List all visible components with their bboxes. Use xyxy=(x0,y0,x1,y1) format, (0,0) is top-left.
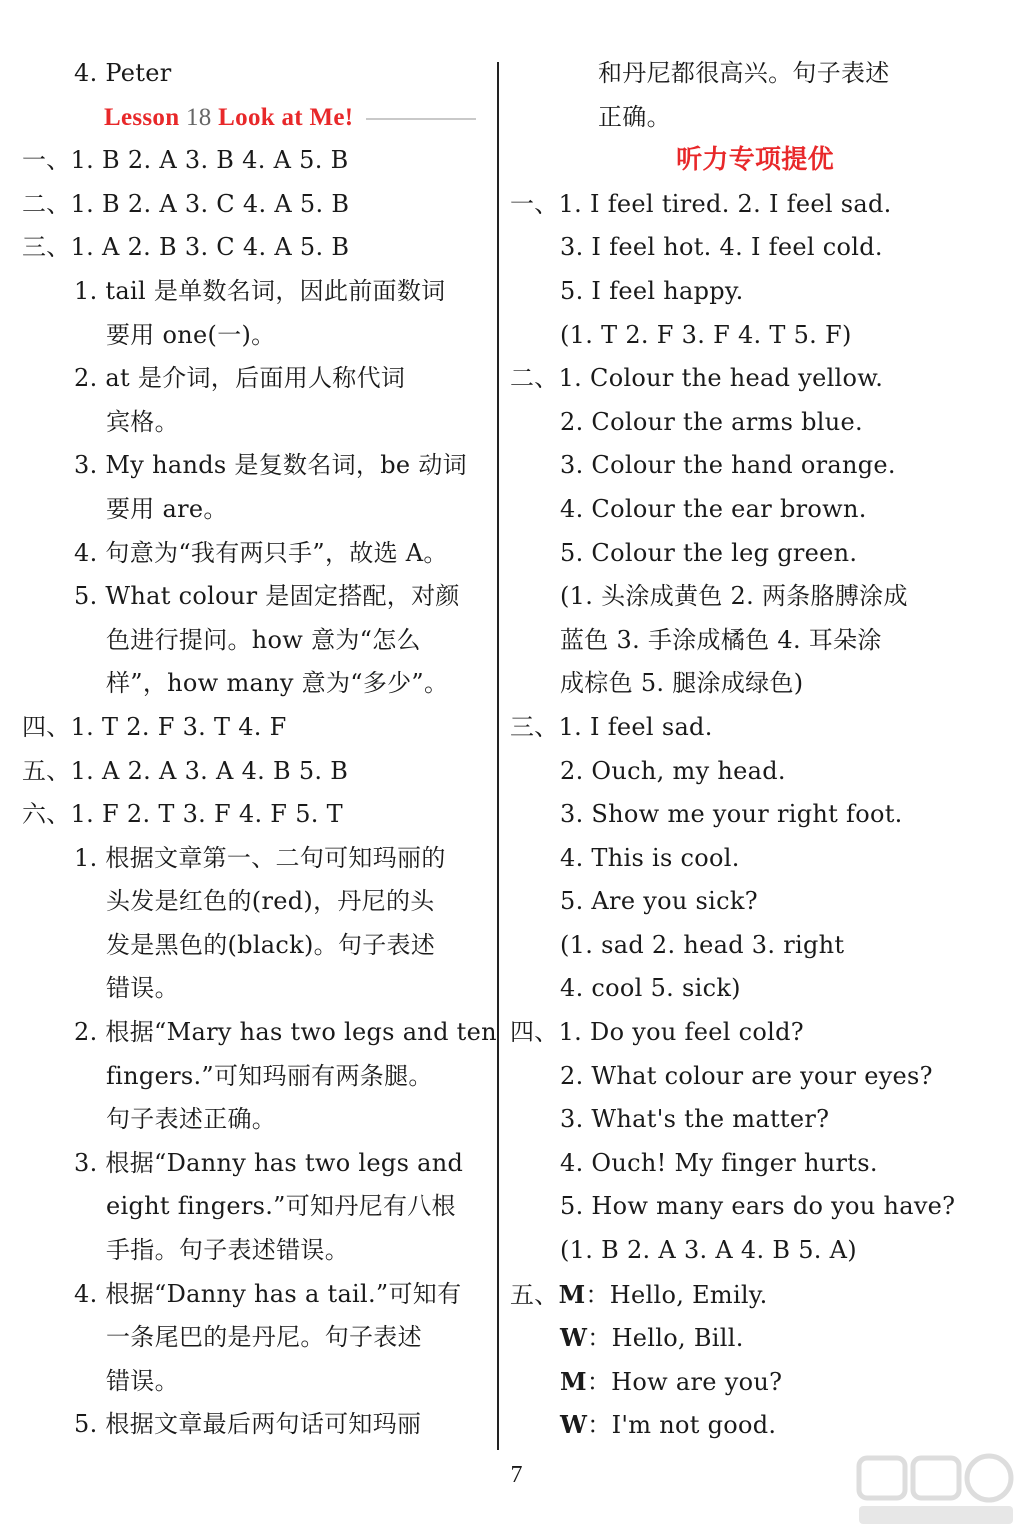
explanation-line: 4. 根据“Danny has a tail.”可知有 xyxy=(74,1279,462,1308)
dialogue-text: ：Hello, Emily. xyxy=(585,1280,768,1309)
answer-line: 5. I feel happy. xyxy=(560,276,744,305)
explanation-line: 要用 are。 xyxy=(106,494,228,523)
speaker-label: M xyxy=(558,1279,586,1309)
answer-line: 5. Colour the leg green. xyxy=(560,538,858,567)
explanation-line: 样”，how many 意为“多少”。 xyxy=(106,669,449,698)
answer-line: 5. How many ears do you have? xyxy=(560,1192,956,1221)
explanation-line: 3. My hands 是复数名词，be 动词 xyxy=(74,451,467,480)
answer-line: 二、1. Colour the head yellow. xyxy=(510,364,884,393)
answer-line: (1. B 2. A 3. A 4. B 5. A) xyxy=(560,1236,857,1265)
explanation-line: 宾格。 xyxy=(106,407,179,436)
answer-line: 4. This is cool. xyxy=(560,843,740,872)
explanation-line: 2. 根据“Mary has two legs and ten xyxy=(74,1018,497,1047)
explanation-line: 错误。 xyxy=(106,974,179,1003)
explanation-line: 头发是红色的(red)，丹尼的头 xyxy=(106,887,435,916)
explanation-line: 5. What colour 是固定搭配，对颜 xyxy=(74,582,460,611)
explanation-line: 色进行提问。how 意为“怎么 xyxy=(106,625,421,654)
answer-line: 3. Colour the hand orange. xyxy=(560,451,896,480)
explanation-line: 错误。 xyxy=(106,1366,179,1395)
explanation-line: 正确。 xyxy=(598,102,671,131)
explanation-line: 一条尾巴的是丹尼。句子表述 xyxy=(106,1323,422,1352)
explanation-line: 发是黑色的(black)。句子表述 xyxy=(106,930,436,959)
answer-line: 三、1. A 2. B 3. C 4. A 5. B xyxy=(22,233,350,262)
lesson-heading xyxy=(22,96,484,140)
speaker-label: M xyxy=(560,1366,587,1396)
explanation-line: 4. 句意为“我有两只手”，故选 A。 xyxy=(74,538,448,567)
heading-rule xyxy=(366,118,476,120)
answer-line: 3. What's the matter? xyxy=(560,1105,830,1134)
explanation-line: 句子表述正确。 xyxy=(106,1105,277,1134)
explanation-line: 1. tail 是单数名词，因此前面数词 xyxy=(74,276,446,305)
dialogue-text: ：How are you? xyxy=(586,1367,783,1396)
answer-line: 4. Ouch! My finger hurts. xyxy=(560,1148,878,1177)
answer-line: (1. T 2. F 3. F 4. T 5. F) xyxy=(560,320,852,349)
dialogue-line xyxy=(510,1403,980,1447)
section-label: 五、 xyxy=(510,1280,559,1309)
right-column xyxy=(510,52,980,1447)
answer-line: 四、1. Do you feel cold? xyxy=(510,1018,804,1047)
answer-line: 2. What colour are your eyes? xyxy=(560,1061,933,1090)
answer-line: (1. sad 2. head 3. right xyxy=(560,930,845,959)
answer-line: 4. Colour the ear brown. xyxy=(560,494,867,523)
speaker-label: W xyxy=(560,1410,588,1440)
answer-line: 三、1. I feel sad. xyxy=(510,712,713,741)
answer-line: 3. I feel hot. 4. I feel cold. xyxy=(560,233,883,262)
explanation-line: 3. 根据“Danny has two legs and xyxy=(74,1148,464,1177)
explanation-line: 2. at 是介词，后面用人称代词 xyxy=(74,364,406,393)
lesson-word: Lesson xyxy=(104,103,180,131)
answer-line: 5. Are you sick? xyxy=(560,887,758,916)
answer-line: 一、1. I feel tired. 2. I feel sad. xyxy=(510,189,892,218)
answer-line: 成棕色 5. 腿涂成绿色) xyxy=(560,669,804,698)
watermark-graphic xyxy=(851,1450,1021,1530)
answer-line: 二、1. B 2. A 3. C 4. A 5. B xyxy=(22,189,350,218)
explanation-line: 手指。句子表述错误。 xyxy=(106,1236,349,1265)
lesson-number: 18 xyxy=(186,103,212,131)
speaker-label: W xyxy=(560,1323,588,1353)
answer-line: 2. Ouch, my head. xyxy=(560,756,786,785)
dialogue-line xyxy=(510,1360,980,1404)
section-heading: 听力专项提优 xyxy=(676,145,834,176)
page-number: 7 xyxy=(510,1462,523,1488)
answer-line: 蓝色 3. 手涂成橘色 4. 耳朵涂 xyxy=(560,625,882,654)
explanation-line: fingers.”可知玛丽有两条腿。 xyxy=(106,1061,433,1090)
dialogue-line xyxy=(510,1316,980,1360)
lesson-title: Look at Me! xyxy=(218,103,354,131)
answer-line: 3. Show me your right foot. xyxy=(560,800,903,829)
explanation-line: 5. 根据文章最后两句话可知玛丽 xyxy=(74,1410,422,1439)
left-column xyxy=(22,52,497,1447)
dialogue-text: ：Hello, Bill. xyxy=(587,1324,744,1353)
explanation-line: 1. 根据文章第一、二句可知玛丽的 xyxy=(74,843,446,872)
answer-line: 五、1. A 2. A 3. A 4. B 5. B xyxy=(22,756,349,785)
explanation-line: 要用 one(一)。 xyxy=(106,320,276,349)
answer-line: 六、1. F 2. T 3. F 4. F 5. T xyxy=(22,800,343,829)
column-divider xyxy=(497,62,499,1450)
explanation-line: 和丹尼都很高兴。句子表述 xyxy=(598,59,890,87)
answer-line: 2. Colour the arms blue. xyxy=(560,407,863,436)
answer-line: 4. Peter xyxy=(74,59,172,87)
dialogue-line xyxy=(510,1273,980,1317)
answer-line: (1. 头涂成黄色 2. 两条胳膊涂成 xyxy=(560,582,908,611)
explanation-line: eight fingers.”可知丹尼有八根 xyxy=(106,1192,456,1221)
dialogue-text: ：I'm not good. xyxy=(587,1411,777,1440)
watermark-logo xyxy=(851,1450,1021,1530)
answer-line: 4. cool 5. sick) xyxy=(560,974,741,1003)
answer-line: 四、1. T 2. F 3. T 4. F xyxy=(22,712,287,741)
answer-line: 一、1. B 2. A 3. B 4. A 5. B xyxy=(22,146,349,175)
